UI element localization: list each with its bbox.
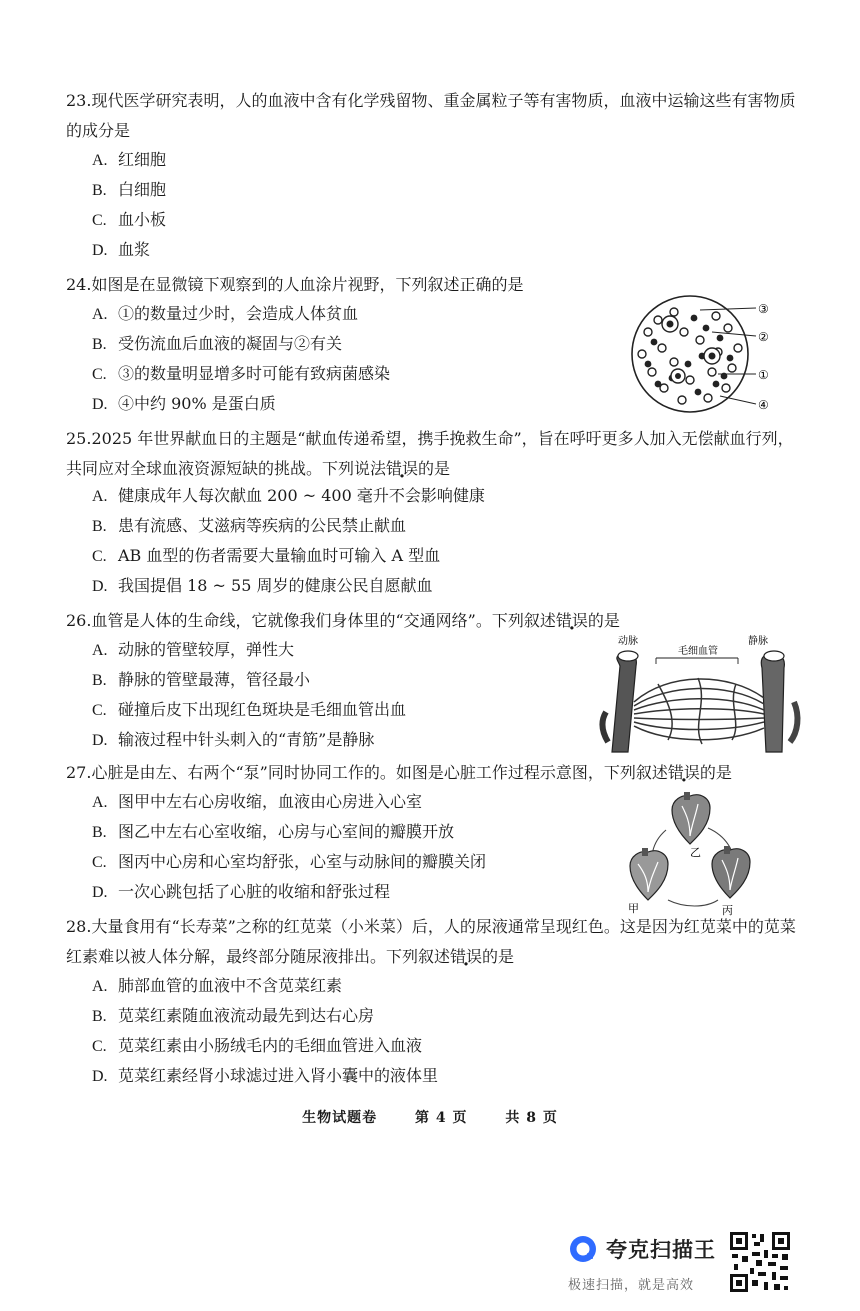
smear-label-4: ④ <box>758 398 769 412</box>
question-27-option-b: B. 图乙中左右心室收缩，心房与心室间的瓣膜开放 <box>92 822 455 841</box>
question-26-option-a: A. 动脉的管壁较厚，弹性大 <box>92 640 295 659</box>
question-24-option-a: A. ①的数量过少时，会造成人体贫血 <box>92 304 359 323</box>
heart-label-jia: 甲 <box>628 902 639 915</box>
question-25-option-d: D. 我国提倡 18 ~ 55 周岁的健康公民自愿献血 <box>92 576 433 595</box>
question-28-option-b: B. 苋菜红素随血液流动最先到达右心房 <box>92 1006 375 1025</box>
blood-vessels-figure <box>598 632 804 756</box>
page-footer <box>0 1107 860 1127</box>
brand-name: 夸克扫描王 <box>606 1238 716 1262</box>
question-27-option-a: A. 图甲中左右心房收缩，血液由心房进入心室 <box>92 792 423 811</box>
question-28-option-a: A. 肺部血管的血液中不含苋菜红素 <box>92 976 343 995</box>
capillary-label: 毛细血管 <box>678 646 718 657</box>
question-24-option-d: D. ④中约 90% 是蛋白质 <box>92 394 276 413</box>
question-28-stem: 28.大量食用有“长寿菜”之称的红苋菜（小米菜）后，人的尿液通常呈现红色。这是因为红苋菜中的苋菜红素难以被人体分解，最终部分随尿液排出。下列叙述错误的是 <box>66 917 796 966</box>
question-25-stem: 25.2025 年世界献血日的主题是“献血传递希望，携手挽救生命”，旨在呼吁更多人加入无偿献血行列，共同应对全球血液资源短缺的挑战。下列说法错误的是 <box>66 429 794 478</box>
footer-page: 第 4 页 <box>415 1110 468 1126</box>
question-26-option-b: B. 静脉的管壁最薄，管径最小 <box>92 670 311 689</box>
smear-label-3: ③ <box>758 302 769 316</box>
footer-subject: 生物试题卷 <box>302 1110 378 1126</box>
heart-label-yi: 乙 <box>690 846 701 859</box>
artery-label: 动脉 <box>618 636 638 647</box>
question-26-stem: 26.血管是人体的生命线，它就像我们身体里的“交通网络”。下列叙述错误的是 <box>66 611 620 630</box>
question-23-option-a: A. 红细胞 <box>92 150 167 169</box>
question-24-option-b: B. 受伤流血后血液的凝固与②有关 <box>92 334 343 353</box>
footer-total: 共 8 页 <box>505 1110 558 1126</box>
question-27-option-c: C. 图丙中心房和心室均舒张，心室与动脉间的瓣膜关闭 <box>92 852 487 871</box>
question-27-option-d: D. 一次心跳包括了心脏的收缩和舒张过程 <box>92 882 391 901</box>
question-25-option-a: A. 健康成年人每次献血 200 ~ 400 毫升不会影响健康 <box>92 486 485 505</box>
quark-logo-icon <box>568 1234 598 1264</box>
question-28-option-d: D. 苋菜红素经肾小球滤过进入肾小囊中的液体里 <box>92 1066 439 1085</box>
question-28-option-c: C. 苋菜红素由小肠绒毛内的毛细血管进入血液 <box>92 1036 423 1055</box>
smear-label-2: ② <box>758 330 769 344</box>
question-24-stem: 24.如图是在显微镜下观察到的人血涂片视野，下列叙述正确的是 <box>66 275 524 294</box>
vein-label: 静脉 <box>748 636 768 647</box>
blood-smear-figure <box>628 292 778 416</box>
smear-label-1: ① <box>758 368 769 382</box>
question-26-option-c: C. 碰撞后皮下出现红色斑块是毛细血管出血 <box>92 700 407 719</box>
question-23-option-c: C. 血小板 <box>92 210 167 229</box>
question-26-option-d: D. 输液过程中针头刺入的“青筋”是静脉 <box>92 730 375 749</box>
question-23-option-b: B. 白细胞 <box>92 180 167 199</box>
brand-slogan: 极速扫描，就是高效 <box>568 1278 695 1293</box>
scanner-watermark <box>566 1230 726 1294</box>
qr-code-icon <box>728 1230 792 1294</box>
question-23-stem: 23.现代医学研究表明，人的血液中含有化学残留物、重金属粒子等有害物质，血液中运输这些有害物质的成分是 <box>66 91 796 140</box>
question-24-option-c: C. ③的数量明显增多时可能有致病菌感染 <box>92 364 391 383</box>
question-23-option-d: D. 血浆 <box>92 240 151 259</box>
question-25-option-c: C. AB 血型的伤者需要大量输血时可输入 A 型血 <box>92 546 441 565</box>
heart-cycle-figure <box>626 790 758 916</box>
question-27-stem: 27.心脏是由左、右两个“泵”同时协同工作的。如图是心脏工作过程示意图，下列叙述错误的是 <box>66 763 732 782</box>
heart-label-bing: 丙 <box>722 904 733 916</box>
question-25-option-b: B. 患有流感、艾滋病等疾病的公民禁止献血 <box>92 516 407 535</box>
